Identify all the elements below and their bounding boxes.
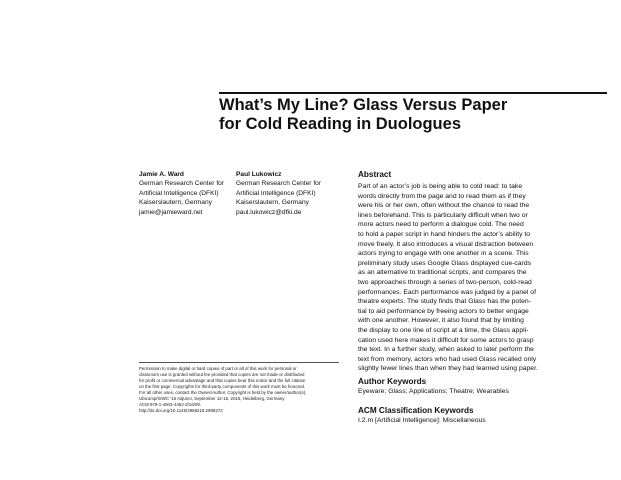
author-email[interactable]: jamie@jamieward.net <box>139 208 203 216</box>
permission-line: Permission to make digital or hard copies of part or all of this work for personal or <box>139 366 297 371</box>
paper-title <box>219 96 609 134</box>
abstract-line: were his or her own, often without the chance to read the <box>358 202 530 210</box>
acm-keywords-text <box>358 416 608 426</box>
author-keywords-heading: Author Keywords <box>358 377 427 386</box>
abstract-heading: Abstract <box>358 170 392 179</box>
author-affiliation: German Research Center for <box>236 180 322 188</box>
abstract-line: slightly fewer lines than when they had learned using paper. <box>358 365 538 373</box>
abstract-line: the text. In a further study, when asked to later perform the <box>358 346 534 354</box>
permission-line: for profit or commercial advantage and that copies bear this notice and the full citation <box>139 378 306 383</box>
abstract-line: preliminary study uses Google Glass displayed cue-cards <box>358 259 532 267</box>
abstract-line: cation used here makes it difficult for some actors to grasp <box>358 336 534 344</box>
title-line: What’s My Line? Glass Versus Paper <box>219 96 508 114</box>
author-block <box>236 170 336 217</box>
abstract-line: performances. Each performance was judged by a panel of <box>358 288 536 296</box>
permission-line: Ubicomp/ISWC ’16 Adjunct, September 12-16, 2016, Heidelberg, Germany <box>139 396 285 401</box>
abstract-line: lines beforehand. This is particularly difficult when two or <box>358 211 528 219</box>
abstract-line: move freely. It also introduces a visual distraction between <box>358 240 534 248</box>
abstract-line: the display to one line of script at a time, the Glass appli- <box>358 326 529 334</box>
abstract-line: words directly from the page and to read them as if they <box>358 192 526 200</box>
acm-keywords-line: I.2.m [Artificial Intelligence]: Miscellaneous <box>358 417 486 424</box>
author-block <box>139 170 239 217</box>
author-name: Jamie A. Ward <box>139 171 184 178</box>
abstract-section <box>358 170 608 374</box>
author-affiliation: Artificial Intelligence (DFKI) <box>139 189 219 197</box>
title-line: for Cold Reading in Duologues <box>219 115 461 133</box>
permission-line: classroom use is granted without fee provided that copies are not made or distributed <box>139 372 305 377</box>
abstract-line: more actors need to perform a dialogue cold. The need <box>358 221 524 229</box>
acm-keywords-section <box>358 406 608 426</box>
permission-notice <box>139 362 339 414</box>
abstract-line: as an alternative to traditional scripts, and compares the <box>358 269 527 277</box>
author-affiliation: Artificial Intelligence (DFKI) <box>236 189 316 197</box>
author-email[interactable]: paul.lukowicz@dfki.de <box>236 208 302 216</box>
author-location: Kaiserslautern, Germany <box>236 199 309 207</box>
abstract-line: actors trying to engage with one another in a scene. This <box>358 250 529 258</box>
doi-link[interactable]: http://dx.doi.org/10.1145/2968219.2968272 <box>139 408 223 413</box>
acm-keywords-heading: ACM Classification Keywords <box>358 406 474 415</box>
permission-line: For all other uses, contact the Owner/Author. Copyright is held by the owner/author(s). <box>139 390 307 395</box>
author-keywords-text <box>358 387 608 397</box>
author-keywords-line: Eyeware; Glass; Applications; Theatre; Wearables <box>358 388 509 395</box>
abstract-line: to hold a paper script in hand hinders the actor’s ability to <box>358 230 531 238</box>
author-affiliation: German Research Center for <box>139 180 225 188</box>
abstract-line: two approaches through a series of two-person, cold-read <box>358 278 532 286</box>
abstract-line: theatre experts. The study finds that Glass has the poten- <box>358 298 531 306</box>
author-keywords-section <box>358 377 608 397</box>
abstract-line: with one another. However, it also found that by limiting <box>358 317 524 325</box>
abstract-line: Part of an actor’s job is being able to cold read: to take <box>358 183 523 190</box>
author-name: Paul Lukowicz <box>236 171 282 178</box>
permission-line: ACM 978-1-4503-4462-3/16/09. <box>139 402 201 407</box>
abstract-body <box>358 182 608 374</box>
abstract-line: text from memory, actors who had used Glass recalled only <box>358 355 537 363</box>
title-rule <box>219 92 607 94</box>
permission-line: on the first page. Copyrights for third-party components of this work must be honored. <box>139 384 306 389</box>
author-location: Kaiserslautern, Germany <box>139 199 212 207</box>
abstract-line: tial to aid performance by freeing actors to better engage <box>358 307 529 315</box>
